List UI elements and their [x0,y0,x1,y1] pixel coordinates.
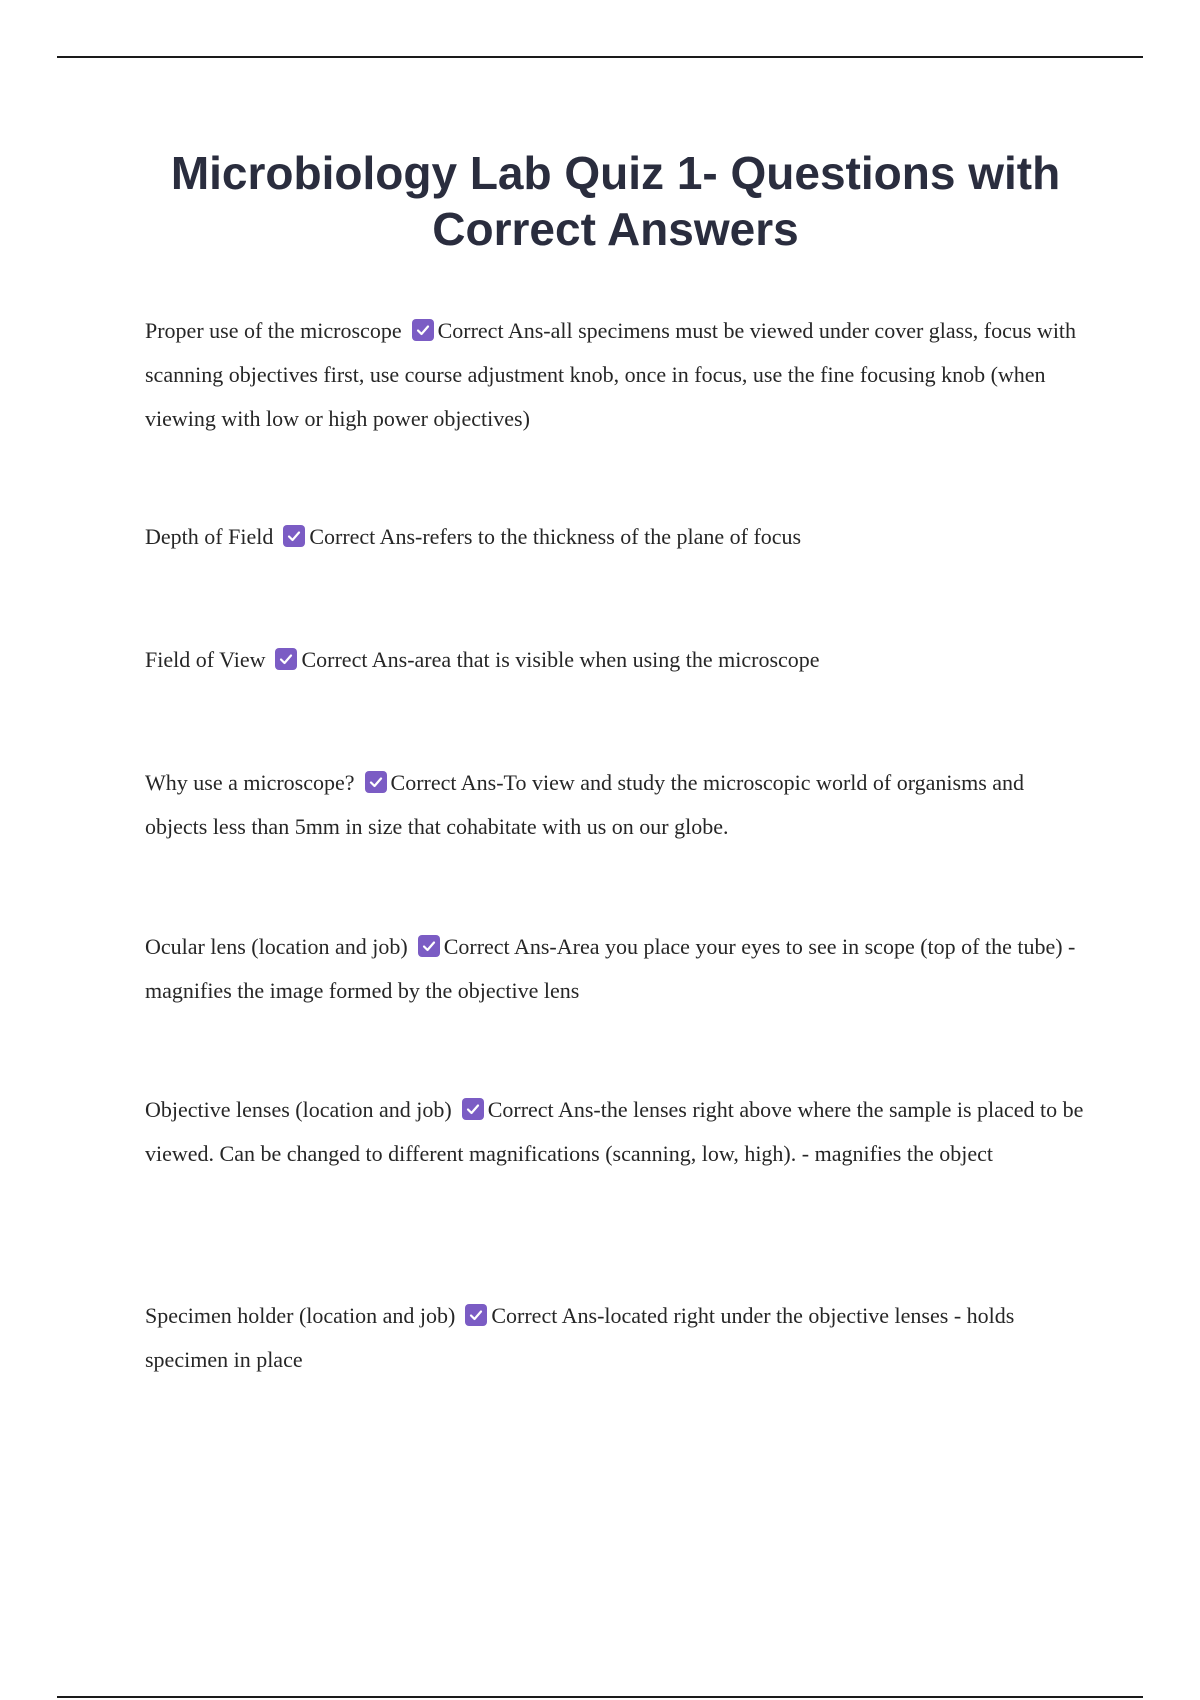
question-text: Specimen holder (location and job) [145,1303,456,1328]
check-box-icon [465,1304,487,1326]
qa-item [145,638,1085,682]
qa-item [145,1294,1085,1382]
answer-text: Correct Ans-the lenses right above where the sample is placed to be viewed. Can be changed to different magnifications (scanning, low, high). - magnifies the object [145,1097,1084,1166]
answer-text: Correct Ans-To view and study the microscopic world of organisms and objects less than 5mm in size that cohabitate with us on our globe. [145,770,1025,839]
check-box-icon [283,525,305,547]
answer-text: Correct Ans-located right under the objective lenses - holds specimen in place [145,1303,1015,1372]
question-text: Field of View [145,647,266,672]
top-rule [57,56,1143,58]
qa-item [145,1088,1085,1176]
check-box-icon [365,771,387,793]
bottom-rule [57,1696,1143,1698]
qa-item [145,309,1085,441]
answer-text: Correct Ans-Area you place your eyes to see in scope (top of the tube) - magnifies the image formed by the objective lens [145,934,1076,1003]
qa-item [145,761,1085,849]
check-box-icon [412,319,434,341]
page-title: Microbiology Lab Quiz 1- Questions with Correct Answers [170,147,1061,255]
check-box-icon [462,1098,484,1120]
question-text: Depth of Field [145,524,274,549]
check-box-icon [275,648,297,670]
answer-text: Correct Ans-all specimens must be viewed under cover glass, focus with scanning objectives first, use course adjustment knob, once in focus, use the fine focusing knob (when viewing with low or high power objectives) [145,318,1077,431]
qa-item [145,515,1085,559]
question-text: Why use a microscope? [145,770,355,795]
qa-item [145,925,1085,1013]
question-text: Ocular lens (location and job) [145,934,408,959]
question-text: Proper use of the microscope [145,318,402,343]
check-box-icon [418,935,440,957]
answer-text: Correct Ans-refers to the thickness of the plane of focus [309,524,802,549]
question-text: Objective lenses (location and job) [145,1097,452,1122]
answer-text: Correct Ans-area that is visible when using the microscope [301,647,820,672]
